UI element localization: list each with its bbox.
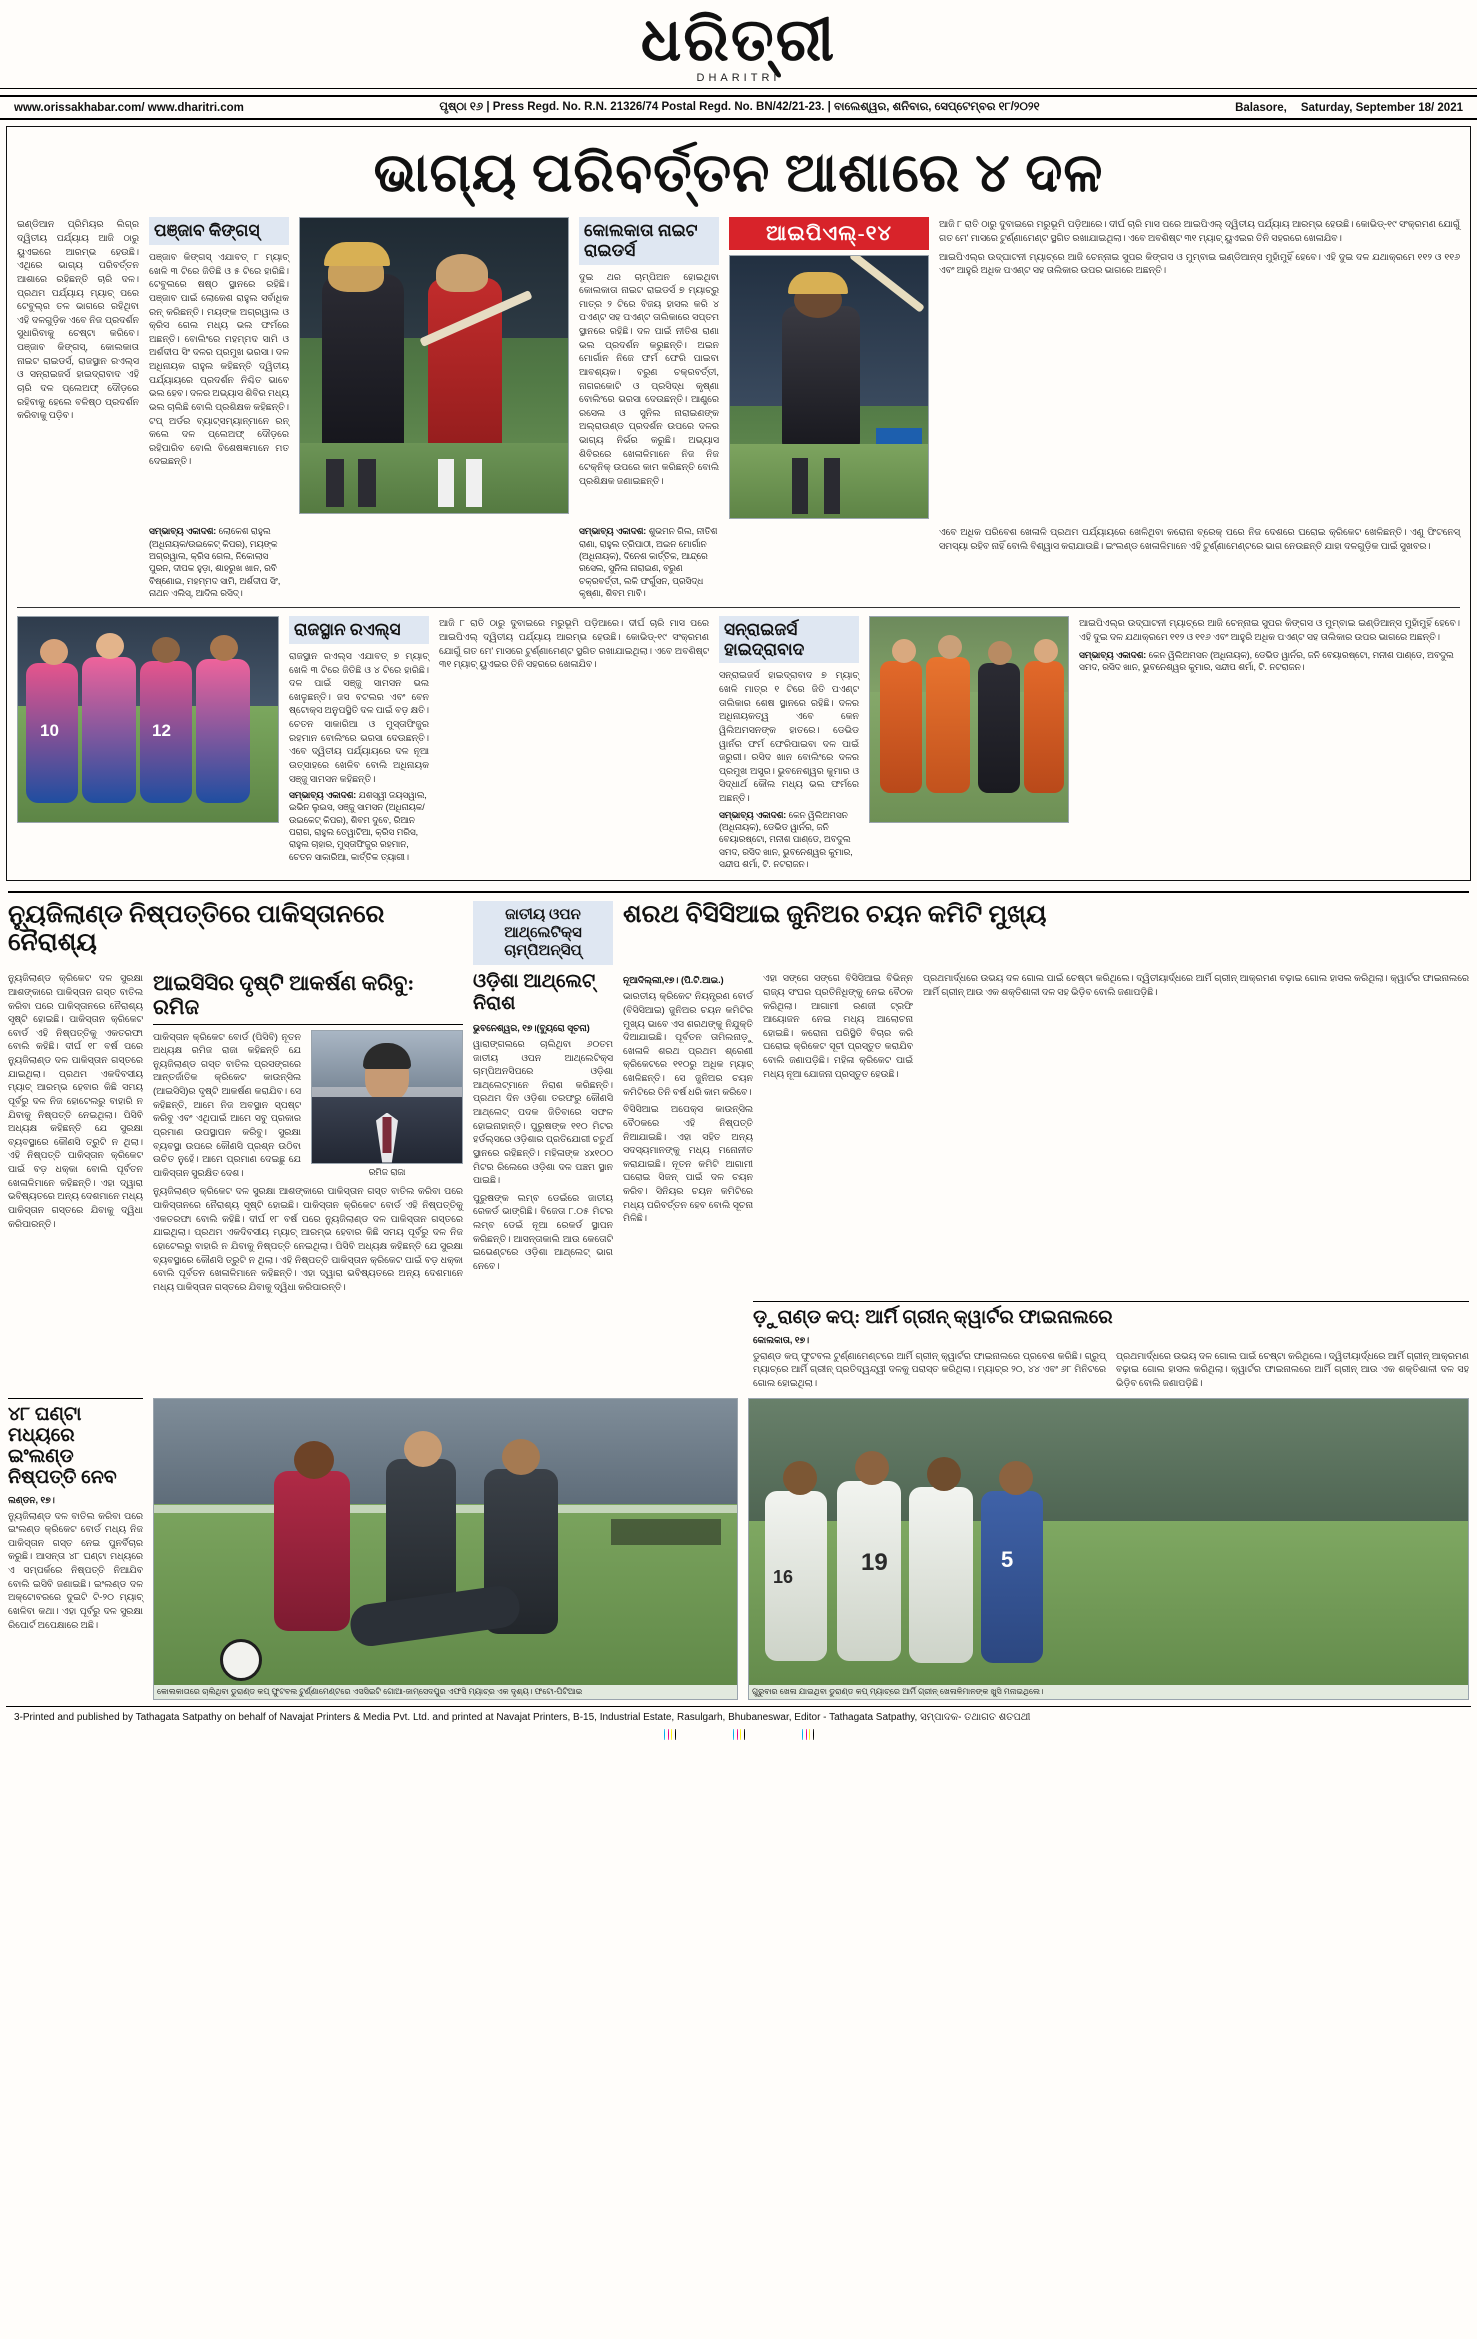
durand-text: ଡୁରାଣ୍ଡ କପ୍‌ ଫୁଟବଲ ଟୁର୍ଣ୍ଣାମେଣ୍ଟରେ ଆର୍ମି ଗ୍ରୀନ୍‌ କ୍ୱାର୍ଟର ଫାଇନାଲରେ ପ୍ରବେଶ କରିଛି। ଗ୍ରୁପ୍‌ ମ୍ୟାଚ୍‌ରେ ଆର୍ମି ଗ୍ରୀନ୍‌ ପ୍ରତିଦ୍ୱନ୍ଦ୍ୱୀ ଦଳକୁ ପରାସ୍ତ କରିଥିଲା। ମ୍ୟାଚ୍‌ର ୨୦, ୪୪ ଏବଂ ୬୮ ମିନିଟରେ ଗୋଲ ହୋଇଥିଲା। [753,1349,1106,1388]
rajasthan-roster-label: ସମ୍ଭାବ୍ୟ ଏକାଦଶ: [289,790,357,801]
lead-row2-midtext [439,616,709,870]
lead-row-1 [17,217,1460,519]
kolkata-roster-label: ସମ୍ଭାବ୍ୟ ଏକାଦଶ: [579,526,647,537]
athletics-col [473,971,613,1293]
footer-imprint: 3-Printed and published by Tathagata Satpathy on behalf of Navajat Printers & Media Pvt. Ltd. and printed at Navajat Printers, B-15, Industrial Estate, Rasulgarh, Bhubaneswar, Editor - Tathagata Satpathy, ସମ୍ପାଦକ- ତଥାଗତ ଶତପଥୀ [14,1711,1031,1723]
open-athletics-box [473,901,613,965]
kolkata-col [579,217,719,519]
rajasthan-text: ରାଜସ୍ଥାନ ରଏଲ୍ସ ଏଯାବତ୍‌ ୭ ମ୍ୟାଚ୍‌ ଖେଳି ୩ ଟିରେ ଜିତିଛି ଓ ୪ ଟିରେ ହାରିଛି। ଦଳ ପାଇଁ ସଞ୍ଜୁ ସାମସନ ଭଲ ଖେଳୁଛନ୍ତି। ଜସ ବଟଲର ଏବଂ ବେନ ଷ୍ଟୋକ୍ସ ଅନୁପସ୍ଥିତି ଦଳ ପାଇଁ ବଡ଼ କ୍ଷତି। ଚେତନ ସାକାରିଆ ଓ ମୁସ୍ତାଫିଜୁର ରହମାନ ବୋଲିଂରେ ଭରସା ଦେଉଛନ୍ତି। ଏବେ ଦ୍ୱିତୀୟ ପର୍ଯ୍ୟାୟରେ ଦଳ ନୂଆ ଉତ୍ସାହରେ ଖେଳିବ ବୋଲି ଅଧିନାୟକ ସଞ୍ଜୁ ସାମସନ କହିଛନ୍ତି। [289,649,429,784]
ramiz-photo-col [311,1030,463,1180]
sunrisers-col [719,616,859,870]
lead-row2-right [1079,616,1460,870]
masthead-website[interactable]: www.orissakhabar.com/ www.dharitri.com [14,101,244,114]
durand-headline: ଡ଼ୁରାଣ୍ଡ କପ୍‌: ଆର୍ମି ଗ୍ରୀନ୍‌ କ୍ୱାର୍ଟର ଫାଇନାଲରେ [753,1301,1469,1328]
lead-right-p3: ଏବେ ଅଧିକ ପରିବେଶ ଖେଳାଳି ପ୍ରଥମ ପର୍ଯ୍ୟାୟରେ ଖେଳିଥିବା କରୋନା ବ୍ରେକ୍‌ ପରେ ନିଜ ଦେଶରେ ଘରୋଇ କ୍ରିକେଟ ଖେଳିଛନ୍ତି। ଏଣୁ ଫିଟନେସ୍‌ ସମସ୍ୟା ରହିବ ନାହିଁ ବୋଲି ବିଶ୍ୱାସ କରାଯାଉଛି। ଇଂଲଣ୍ଡ ଖେଳାଳିମାନେ ଏହି ଟୁର୍ଣ୍ଣାମେଣ୍ଟରେ ଭାଗ ନେଉଛନ୍ତି ଯାହା ଦଳଗୁଡ଼ିକ ପାଇଁ ସୁଖବର। [939,526,1460,552]
ramiz-col [153,971,463,1293]
army-green-celebrate-photo: 19 16 5 ଗୁରୁବାର ଖେଳା ଯାଇଥିବା ଡୁରାଣ୍ଡ କପ୍‌ ମ୍ୟାଚ୍‌ରେ ଆର୍ମି ଗ୍ରୀନ୍‌ ଖେଳାଳିମାନଙ୍କ ଖୁସି ମନାଇଥିଲେ। [748,1398,1469,1700]
sunrisers-practice-photo [869,616,1069,823]
masthead-date: Saturday, September 18/ 2021 [1300,101,1463,114]
sunrisers-subhead: ସନ୍‌ରାଇଜର୍ସ ହାଇଦ୍ରାବାଦ [719,616,859,663]
ramiz-photo-caption: ରମିଜ ରାଜା [368,1166,406,1177]
lead-right-p3-wrap [939,525,1460,599]
nz-text: ନ୍ୟୁଜିଲାଣ୍ଡ କ୍ରିକେଟ ଦଳ ସୁରକ୍ଷା ଆଶଙ୍କାରେ ପାକିସ୍ତାନ ଗସ୍ତ ବାତିଲ କରିବା ପରେ ପାକିସ୍ତାନରେ ନୈରାଶ୍ୟ ସୃଷ୍ଟି ହୋଇଛି। ପାକିସ୍ତାନ କ୍ରିକେଟ ବୋର୍ଡ ଏହି ନିଷ୍ପତ୍ତିକୁ ଏକତରଫା ବୋଲି କହିଛି। ଦୀର୍ଘ ୧୮ ବର୍ଷ ପରେ ନ୍ୟୁଜିଲାଣ୍ଡ ଦଳ ପାକିସ୍ତାନ ଗସ୍ତରେ ଯାଇଥିଲା। ପ୍ରଥମ ଏକଦିବସୀୟ ମ୍ୟାଚ୍‌ ଆରମ୍ଭ ହେବାର କିଛି ସମୟ ପୂର୍ବରୁ ଦଳ ନିଜ ହୋଟେଲରୁ ବାହାରି ନ ଯିବାକୁ ନିଷ୍ପତ୍ତି ନେଇଥିଲା। ପିସିବି ଅଧ୍ୟକ୍ଷ କହିଛନ୍ତି ଯେ ସୁରକ୍ଷା ବ୍ୟବସ୍ଥାରେ କୌଣସି ତ୍ରୁଟି ନ ଥିଲା। ଏହି ନିଷ୍ପତ୍ତି ପାକିସ୍ତାନ କ୍ରିକେଟ ପାଇଁ ବଡ଼ ଧକ୍କା ବୋଲି ପୂର୍ବତନ ଖେଳାଳିମାନେ କହିଛନ୍ତି। ଏହା ଦ୍ୱାରା ଭବିଷ୍ୟତରେ ଅନ୍ୟ ଦେଶମାନେ ମଧ୍ୟ ପାକିସ୍ତାନ ଗସ୍ତରେ ଯିବାକୁ ଦ୍ୱିଧା କରିପାରନ୍ତି। [8,972,143,1229]
lead-row2-right-roster: କେନ ୱିଲିଅମସନ (ଅଧିନାୟକ), ଡେଭିଡ ୱାର୍ନର, ଜନି ବେୟାରଷ୍ଟୋ, ମନୀଶ ପାଣ୍ଡେ, ଅବଦୁଲ ସମଦ, ରସିଦ ଖାନ, ଭୁବନେଶ୍ୱର କୁମାର, ସନ୍ଦୀପ ଶର୍ମା, ଟି. ନଟରାଜନ। [1079,649,1454,672]
ramiz-headline: ଆଇସିସିର ଦୃଷ୍ଟି ଆକର୍ଷଣ କରିବୁ: ରମିଜ [153,971,463,1024]
punjab-subhead: ପଞ୍ଜାବ କିଙ୍ଗସ୍‌ [149,217,289,245]
punjab-roster-overflow [299,525,569,599]
band2-body [8,971,1469,1293]
athletics-headline: ଓଡ଼ିଶା ଆଥ୍‌ଲେଟ୍‌ ନିରାଶ [473,971,596,1015]
punjab-roster-names: ଲୋକେଶ ରାହୁଲ (ଅଧିନାୟକ/ଉଇକେଟ୍‌ କିପର), ମୟଙ୍କ ଅଗ୍ରୱାଲ, କ୍ରିସ ଗେଲ, ନିକୋଲାସ ପୁରନ, ଦୀପକ ହୁଡ଼ା, ଶାହରୁଖ ଖାନ, ରବି ବିଷ୍ଣୋଇ, ମହମ୍ମଦ ସାମି, ଅର୍ଶଦୀପ ସିଂ, ନାଥନ ଏଲିସ୍‌, ଆଦିଲ ରସିଦ୍‌। [149,526,281,599]
durand-right-text: ପ୍ରଥମାର୍ଦ୍ଧରେ ଉଭୟ ଦଳ ଗୋଲ ପାଇଁ ଚେଷ୍ଟା କରିଥିଲେ। ଦ୍ୱିତୀୟାର୍ଦ୍ଧରେ ଆର୍ମି ଗ୍ରୀନ୍‌ ଆକ୍ରମଣ ବଢ଼ାଇ ଗୋଲ ହାସଲ କରିଥିଲା। କ୍ୱାର୍ଟର ଫାଇନାଲରେ ଆର୍ମି ଗ୍ରୀନ୍‌ ଆଉ ଏକ ଶକ୍ତିଶାଳୀ ଦଳ ସହ ଭିଡ଼ିବ ବୋଲି ଜଣାପଡ଼ିଛି। [1116,1349,1469,1388]
sarath-col-2 [763,971,913,1293]
ramiz-text-col [153,1030,301,1180]
bottom-band [8,1398,1469,1700]
athletics-text: ୱାରାଙ୍ଗଲରେ ଚାଲିଥିବା ୬୦ତମ ଜାତୀୟ ଓପନ ଆଥ୍‌ଲେଟିକ୍ସ ଚାମ୍ପିଅନସିପରେ ଓଡ଼ିଶା ଆଥ୍‌ଲେଟ୍‌ମାନେ ନିରାଶ କରିଛନ୍ତି। ପ୍ରଥମ ଦିନ ଓଡ଼ିଶା ତରଫରୁ କୌଣସି ଆଥ୍‌ଲେଟ୍‌ ପଦକ ଜିତିବାରେ ସଫଳ ହୋଇନାହାନ୍ତି। ପୁରୁଷଙ୍କ ୧୧୦ ମିଟର ହର୍ଡଲ୍‌ସରେ ଓଡ଼ିଶାର ପ୍ରତିଯୋଗୀ ଚତୁର୍ଥ ସ୍ଥାନରେ ରହିଛନ୍ତି। ମହିଳାଙ୍କ ୪x୧୦୦ ମିଟର ରିଲେରେ ଓଡ଼ିଶା ଦଳ ପଞ୍ଚମ ସ୍ଥାନ ପାଇଛି। [473,1037,613,1186]
eng48-headline: ୪୮ ଘଣ୍ଟା ମଧ୍ୟରେ ଇଂଲଣ୍ଡ ନିଷ୍ପତ୍ତି ନେବ [8,1398,143,1489]
rajasthan-roster-names: ଯଶସ୍ୱୀ ଜୟସୱାଲ, ଇଭିନ ଲୁଇସ, ସଞ୍ଜୁ ସାମସନ (ଅଧିନାୟକ/ଉଇକେଟ୍‌ କିପର), ଶିବମ ଦୁବେ, ରିଆନ ପରାଗ, ରାହୁଲ ତେୱାଟିଆ, କ୍ରିସ ମରିସ, ରାହୁଲ ଚାହାର, ମୁସ୍ତାଫିଜୁର ରହମାନ, ଚେତନ ସାକାରିଆ, କାର୍ତ୍ତିକ ତ୍ୟାଗୀ। [289,790,427,862]
eng48-dateline: ଲଣ୍ଡନ, ୧୭। [8,1494,55,1505]
athletics-dateline: ଭୁବନେଶ୍ୱର, ୧୭।(ବ୍ୟୁରୋ ସୂଚନା) [473,1022,590,1033]
durand-photo-caption: କୋଲକାତାରେ ଚାଲିଥିବା ଡୁରାଣ୍ଡ କପ୍‌ ଫୁଟବଲ ଟୁର୍ଣ୍ଣାମେଣ୍ଟରେ ଏସସିଇଟି ଗୋଆ-ଜାମ୍ସେଦପୁର ଏଫସି ମ୍ୟାଚ୍‌ର ଏକ ଦୃଶ୍ୟ। ଫଟୋ-ପିଟିଆଇ [154,1685,737,1699]
rr-photo-col [17,616,279,870]
nz-headline: ନ୍ୟୁଜିଲାଣ୍ଡ ନିଷ୍ପତ୍ତିରେ ପାକିସ୍ତାନରେ ନୈରାଶ୍ୟ [8,901,385,957]
lead-row2-right-roster-label: ସମ୍ଭାବ୍ୟ ଏକାଦଶ: [1079,649,1147,660]
punjab-col [149,217,289,519]
lead-headline: ଭାଗ୍ୟ ପରିବର୍ତ୍ତନ ଆଶାରେ ୪ ଦଳ [373,143,1104,203]
cmyk-registration-marks [0,1725,1477,1748]
army-photo-col [748,1398,1469,1700]
punjab-roster-label: ସମ୍ଭାବ୍ୟ ଏକାଦଶ: [149,526,217,537]
kolkata-text: ଦୁଇ ଥର ଚାମ୍ପିଅନ ହୋଇଥିବା କୋଲକାତା ନାଇଟ ରାଇଡର୍ସ ୭ ମ୍ୟାଚ୍‌ରୁ ମାତ୍ର ୨ ଟିରେ ବିଜୟ ହାସଲ କରି ୪ ପଏଣ୍ଟ ସହ ପଏଣ୍ଟ ତାଲିକାରେ ସପ୍ତମ ସ୍ଥାନରେ ରହିଛି। ଦଳ ପାଇଁ ନୀତିଶ ରାଣା ଭଲ ପ୍ରଦର୍ଶନ କରୁଛନ୍ତି। ଅଇନ ମୋର୍ଗାନ ନିଜେ ଫର୍ମ ଫେରି ପାଇବା ଆବଶ୍ୟକ। ବରୁଣ ଚକ୍ରବର୍ତ୍ତୀ, ନାଗରକୋଟି ଓ ପ୍ରସିଦ୍ଧ କୃଷ୍ଣା ବୋଲିଂରେ ଭରସା ଦେଉଛନ୍ତି। ଆଣ୍ଡ୍ରେ ରସେଲ ଓ ସୁନିଲ ନାରାଇଣଙ୍କ ଅଲ୍‌ରାଉଣ୍ଡ ପ୍ରଦର୍ଶନ ଉପରେ ଦଳର ଭାଗ୍ୟ ନିର୍ଭର କରୁଛି। ଅଭ୍ୟାସ ଶିବିରରେ ଖେଳାଳିମାନେ ନିଜ ନିଜ ଟେକ୍‌ନିକ୍‌ ଉପରେ କାମ କରିଛନ୍ତି ବୋଲି ପ୍ରଶିକ୍ଷକ ଜଣାଇଛନ୍ତି। [579,270,719,486]
andre-russell-photo [729,255,929,519]
band2 [8,891,1469,1389]
badge-photo-col [729,217,929,519]
nz-col [8,971,143,1293]
army-photo-caption: ଗୁରୁବାର ଖେଳା ଯାଇଥିବା ଡୁରାଣ୍ଡ କପ୍‌ ମ୍ୟାଚ୍‌ରେ ଆର୍ମି ଗ୍ରୀନ୍‌ ଖେଳାଳିମାନଙ୍କ ଖୁସି ମନାଇଥିଲେ। [749,1685,1468,1699]
masthead-place: Balasore, [1235,101,1287,114]
kkr-vs-punjab-photo [299,217,569,514]
masthead-logo: ଧରିତ୍ରୀ [640,7,837,73]
durand-dateline: କୋଲକାତା, ୧୭। [753,1334,810,1345]
durand-text-col-2 [1116,1349,1469,1390]
nz-head-wrap [8,901,463,965]
sunrisers-text: ସନ୍‌ରାଇଜର୍ସ ହାଇଦ୍ରାବାଦ ୭ ମ୍ୟାଚ୍‌ ଖେଳି ମାତ୍ର ୧ ଟିରେ ଜିତି ପଏଣ୍ଟ ତାଲିକାର ଶେଷ ସ୍ଥାନରେ ରହିଛି। ଦଳର ଅଧିନାୟକତ୍ୱ ଏବେ କେନ ୱିଲିଅମସନଙ୍କ ହାତରେ। ଡେଭିଡ ୱାର୍ନର ଫର୍ମ ଫେରିପାଇବା ଦଳ ପାଇଁ ଜରୁରୀ। ରସିଦ ଖାନ ବୋଲିଂରେ ଦଳର ପ୍ରମୁଖ ଅସ୍ତ୍ର। ଭୁବନେଶ୍ୱର କୁମାର ଓ ସିଦ୍ଧାର୍ଥ କୌଲ ମଧ୍ୟ ଭଲ ଫର୍ମରେ ଅଛନ୍ତି। [719,669,859,804]
sunrisers-roster-names: କେନ ୱିଲିଅମସନ (ଅଧିନାୟକ), ଡେଭିଡ ୱାର୍ନର, ଜନି ବେୟାରଷ୍ଟୋ, ମନୀଶ ପାଣ୍ଡେ, ଅବଦୁଲ ସମଦ, ରସିଦ ଖାନ, ଭୁବନେଶ୍ୱର କୁମାର, ସନ୍ଦୀପ ଶର୍ମା, ଟି. ନଟରାଜନ। [719,809,853,869]
durand-text-col-1 [753,1349,1106,1390]
photo-col-1 [299,217,569,519]
ramiz-text: ପାକିସ୍ତାନ କ୍ରିକେଟ ବୋର୍ଡ (ପିସିବି) ନୂତନ ଅଧ୍ୟକ୍ଷ ରମିଜ ରାଜା କହିଛନ୍ତି ଯେ ନ୍ୟୁଜିଲାଣ୍ଡ ଗସ୍ତ ବାତିଲ ପ୍ରସଙ୍ଗରେ ଆନ୍ତର୍ଜାତିକ କ୍ରିକେଟ କାଉନ୍ସିଲ (ଆଇସିସି)ର ଦୃଷ୍ଟି ଆକର୍ଷଣ କରାଯିବ। ସେ କହିଛନ୍ତି, ଆମେ ନିଜ ଅବସ୍ଥାନ ସ୍ପଷ୍ଟ କରିବୁ ଏବଂ ଏଥିପାଇଁ ଆମେ ସବୁ ପ୍ରକାର ପ୍ରମାଣ ଉପସ୍ଥାପନ କରିବୁ। ସୁରକ୍ଷା ବ୍ୟବସ୍ଥା ଉପରେ କୌଣସି ପ୍ରଶ୍ନ ଉଠିବା ଉଚିତ ନୁହେଁ। ଆମେ ପ୍ରମାଣ ଦେଇଛୁ ଯେ ପାକିସ୍ତାନ ସୁରକ୍ଷିତ ଦେଶ। [153,1030,301,1178]
kolkata-roster-names: ଶୁଭମନ ଗିଲ, ନୀତିଶ ରାଣା, ରାହୁଲ ତ୍ରିପାଠୀ, ଅଇନ ମୋର୍ଗାନ (ଅଧିନାୟକ), ଦିନେଶ କାର୍ତ୍ତିକ, ଆନ୍ଦ୍ରେ ରସେଲ, ସୁନିଲ ନାରାଇଣ, ବରୁଣ ଚକ୍ରବର୍ତ୍ତୀ, ଲକି ଫର୍ଗୁସନ, ପ୍ରସିଦ୍ଧ କୃଷ୍ଣା, ଶିବମ ମାବି। [579,526,718,599]
eng48-text: ନ୍ୟୁଜିଲାଣ୍ଡ ଦଳ ବାତିଲ କରିବା ପରେ ଇଂଲଣ୍ଡ କ୍ରିକେଟ ବୋର୍ଡ ମଧ୍ୟ ନିଜ ପାକିସ୍ତାନ ଗସ୍ତ ନେଇ ପୁନର୍ବିଚାର କରୁଛି। ଆସନ୍ତା ୪୮ ଘଣ୍ଟା ମଧ୍ୟରେ ଏ ସମ୍ପର୍କରେ ନିଷ୍ପତ୍ତି ନିଆଯିବ ବୋଲି ଇସିବି ଜଣାଇଛି। ଇଂଲଣ୍ଡ ଦଳ ଅକ୍ଟୋବରରେ ଦୁଇଟି ଟି-୨୦ ମ୍ୟାଚ୍‌ ଖେଳିବା କଥା। ଏହା ପୂର୍ବରୁ ଦଳ ସୁରକ୍ଷା ରିପୋର୍ଟ ଅପେକ୍ଷାରେ ଅଛି। [8,1509,143,1630]
lead-roster-row [17,525,1460,599]
athletics-boxhead: ଜାତୀୟ ଓପନ ଆଥ୍‌ଲେଟିକ୍ସ ଚାମ୍ପିଅନ୍‌ସିପ୍‌ [473,901,613,965]
ipl-badge: ଆଇପିଏଲ୍‌-୧୪ [729,217,929,250]
eng48-col [8,1398,143,1700]
page-footer [6,1706,1471,1725]
sarath-text2: ବିସିସିଆଇ ଅପେକ୍ସ କାଉନ୍ସିଲ ବୈଠକରେ ଏହି ନିଷ୍ପତ୍ତି ନିଆଯାଇଛି। ଏହା ସହିତ ଅନ୍ୟ ସଦସ୍ୟମାନଙ୍କୁ ମଧ୍ୟ ମନୋନୀତ କରାଯାଇଛି। ନୂତନ କମିଟି ଆଗାମୀ ଘରୋଇ ସିଜନ୍‌ ପାଇଁ ଦଳ ଚୟନ କରିବ। ସିନିୟର ଚୟନ କମିଟିରେ ମଧ୍ୟ ପରିବର୍ତ୍ତନ ହେବ ବୋଲି ସୂଚନା ମିଳିଛି। [623,1103,753,1224]
sarath-dateline: ନୂଆଦିଲ୍ଲୀ,୧୭। (ପି.ଟି.ଆଇ.) [623,975,724,986]
ramiz-raja-photo [311,1030,463,1164]
masthead-registration: ପୃଷ୍ଠା ୧୬ | Press Regd. No. R.N. 21326/74 Postal Regd. No. BN/42/21-23. | ବାଲେଶ୍ୱର, ଶନିବାର, ସେପ୍ଟେମ୍ବର ୧୮/୨୦୨୧ [439,101,1040,113]
punjab-text: ପଞ୍ଜାବ କିଙ୍ଗସ୍‌ ଏଯାବତ୍‌ ୮ ମ୍ୟାଚ୍‌ ଖେଳି ୩ ଟିରେ ଜିତିଛି ଓ ୫ ଟିରେ ହାରିଛି। ଟେବୁଲରେ ଷଷ୍ଠ ସ୍ଥାନରେ ରହିଛି। ପଞ୍ଜାବ ପାଇଁ ଲୋକେଶ ରାହୁଲ ସର୍ବାଧିକ ରନ୍‌ କରିଛନ୍ତି। ମୟଙ୍କ ଅଗ୍ରୱାଲ ଓ କ୍ରିସ ଗେଲ ମଧ୍ୟ ଭଲ ଫର୍ମରେ ଅଛନ୍ତି। ବୋଲିଂରେ ମହମ୍ମଦ ସାମି ଓ ଅର୍ଶଦୀପ ସିଂ ଦଳର ପ୍ରମୁଖ ଭରସା। ଦଳ ଅଧିନାୟକ ରାହୁଲ କହିଛନ୍ତି ଦ୍ୱିତୀୟ ପର୍ଯ୍ୟାୟରେ ପ୍ରଦର୍ଶନ ନିଶ୍ଚିତ ଭାବେ ଭଲ ହେବ। ଦଳର ଅଭ୍ୟାସ ଶିବିର ମଧ୍ୟ ଭଲ ଚାଲିଛି ବୋଲି ପ୍ରଶିକ୍ଷକ କହିଛନ୍ତି। ଟପ୍‌ ଅର୍ଡର ବ୍ୟାଟ୍‌ସମ୍ୟାନ୍‌ମାନେ ରନ୍‌ କଲେ ଦଳ ପ୍ଲେଅଫ୍‌ ଦୌଡ଼ରେ ରହିପାରିବ ବୋଲି ବିଶେଷଜ୍ଞମାନେ ମତ ଦେଇଛନ୍ତି। [149,251,289,467]
rajasthan-subhead: ରାଜସ୍ଥାନ ରଏଲ୍ସ [289,616,429,644]
rajasthan-col [289,616,429,870]
lead-story-frame [6,126,1471,881]
srh-photo-col [869,616,1069,870]
punjab-roster [149,525,289,599]
durand-cup-action-photo [153,1398,738,1700]
durand-pre-text: ପ୍ରଥମାର୍ଦ୍ଧରେ ଉଭୟ ଦଳ ଗୋଲ ପାଇଁ ଚେଷ୍ଟା କରିଥିଲେ। ଦ୍ୱିତୀୟାର୍ଦ୍ଧରେ ଆର୍ମି ଗ୍ରୀନ୍‌ ଆକ୍ରମଣ ବଢ଼ାଇ ଗୋଲ ହାସଲ କରିଥିଲା। କ୍ୱାର୍ଟର ଫାଇନାଲରେ ଆର୍ମି ଗ୍ରୀନ୍‌ ଆଉ ଏକ ଶକ୍ତିଶାଳୀ ଦଳ ସହ ଭିଡ଼ିବ ବୋଲି ଜଣାପଡ଼ିଛି। [923,972,1469,997]
lead-intro-col [17,217,139,519]
sarath-head-wrap [623,901,1469,965]
durand-col [923,971,1469,1293]
masthead-logo-roman: DHARITRI [696,72,781,84]
ramiz-text-cont: ନ୍ୟୁଜିଲାଣ୍ଡ କ୍ରିକେଟ ଦଳ ସୁରକ୍ଷା ଆଶଙ୍କାରେ ପାକିସ୍ତାନ ଗସ୍ତ ବାତିଲ କରିବା ପରେ ପାକିସ୍ତାନରେ ନୈରାଶ୍ୟ ସୃଷ୍ଟି ହୋଇଛି। ପାକିସ୍ତାନ କ୍ରିକେଟ ବୋର୍ଡ ଏହି ନିଷ୍ପତ୍ତିକୁ ଏକତରଫା ବୋଲି କହିଛି। ଦୀର୍ଘ ୧୮ ବର୍ଷ ପରେ ନ୍ୟୁଜିଲାଣ୍ଡ ଦଳ ପାକିସ୍ତାନ ଗସ୍ତରେ ଯାଇଥିଲା। ପ୍ରଥମ ଏକଦିବସୀୟ ମ୍ୟାଚ୍‌ ଆରମ୍ଭ ହେବାର କିଛି ସମୟ ପୂର୍ବରୁ ଦଳ ନିଜ ହୋଟେଲରୁ ବାହାରି ନ ଯିବାକୁ ନିଷ୍ପତ୍ତି ନେଇଥିଲା। ପିସିବି ଅଧ୍ୟକ୍ଷ କହିଛନ୍ତି ଯେ ସୁରକ୍ଷା ବ୍ୟବସ୍ଥାରେ କୌଣସି ତ୍ରୁଟି ନ ଥିଲା। ଏହି ନିଷ୍ପତ୍ତି ପାକିସ୍ତାନ କ୍ରିକେଟ ପାଇଁ ବଡ଼ ଧକ୍କା ବୋଲି ପୂର୍ବତନ ଖେଳାଳିମାନେ କହିଛନ୍ତି। ଏହା ଦ୍ୱାରା ଭବିଷ୍ୟତରେ ଅନ୍ୟ ଦେଶମାନେ ମଧ୍ୟ ପାକିସ୍ତାନ ଗସ୍ତରେ ଯିବାକୁ ଦ୍ୱିଧା କରିପାରନ୍ତି। [153,1185,463,1292]
lead-right-p1: ଆଜି ୮ ରାତି ଠାରୁ ଦୁବାଇରେ ମରୁଭୂମି ପଡ଼ିଆରେ। ଦୀର୍ଘ ଚାରି ମାସ ପରେ ଆଇପିଏଲ୍‌ ଦ୍ୱିତୀୟ ପର୍ଯ୍ୟାୟ ଆରମ୍ଭ ହେଉଛି। କୋଭିଡ୍‌-୧୯ ସଂକ୍ରମଣ ଯୋଗୁଁ ଗତ ମେ' ମାସରେ ଟୁର୍ଣ୍ଣାମେଣ୍ଟ ସ୍ଥଗିତ ରଖାଯାଇଥିଲା। ଏବେ ଅବଶିଷ୍ଟ ୩୧ ମ୍ୟାଚ୍‌ ୟୁଏଇର ତିନି ସହରରେ ଖେଳାଯିବ। [939,218,1460,244]
kolkata-roster [579,525,719,599]
lead-right-p2: ଆଇପିଏଲ୍‌ର ଉଦ୍‌ଘାଟନୀ ମ୍ୟାଚ୍‌ରେ ଆଜି ଚେନ୍ନାଇ ସୁପର କିଙ୍ଗସ ଓ ମୁମ୍ବାଇ ଇଣ୍ଡିଆନ୍ସ ମୁହାଁମୁହିଁ ହେବେ। ଏହି ଦୁଇ ଦଳ ଯଥାକ୍ରମେ ୧୧୨ ଓ ୧୧୬ ଏବଂ ଆହୁରି ଅଧିକ ପଏଣ୍ଟ ସହ ତାଲିକାର ଉପର ଭାଗରେ ଅଛନ୍ତି। [939,250,1460,276]
sarath-text: ଭାରତୀୟ କ୍ରିକେଟ ନିୟନ୍ତ୍ରଣ ବୋର୍ଡ (ବିସିସିଆଇ) ଜୁନିଅର ଚୟନ କମିଟିର ମୁଖ୍ୟ ଭାବେ ଏସ ଶରଥଙ୍କୁ ନିଯୁକ୍ତି ଦିଆଯାଇଛି। ପୂର୍ବତନ ତାମିଲନାଡ଼ୁ ଖେଳାଳି ଶରଥ ପ୍ରଥମ ଶ୍ରେଣୀ କ୍ରିକେଟରେ ୧୧୦ରୁ ଅଧିକ ମ୍ୟାଚ୍‌ ଖେଳିଛନ୍ତି। ସେ ଜୁନିଅର ଚୟନ କମିଟିରେ ତିନି ବର୍ଷ ଧରି କାମ କରିବେ। [623,990,753,1097]
kolkata-subhead: କୋଲକାତା ନାଇଟ ରାଇଡର୍ସ [579,217,719,264]
sarath-headline: ଶରଥ ବିସିସିଆଇ ଜୁନିଅର ଚୟନ କମିଟି ମୁଖ୍ୟ [623,901,1047,929]
lead-row-2 [17,616,1460,870]
sunrisers-roster-label: ସମ୍ଭାବ୍ୟ ଏକାଦଶ: [719,809,787,820]
sarath-right-text: ଏହା ସଙ୍ଗେ ସଙ୍ଗେ ବିସିସିଆଇ ବିଭିନ୍ନ ରାଜ୍ୟ ସଂଘର ପ୍ରତିନିଧିଙ୍କୁ ନେଇ ବୈଠକ କରିଥିଲା। ଆଗାମୀ ରଣଜୀ ଟ୍ରଫି ଆୟୋଜନ ନେଇ ମଧ୍ୟ ଆଲୋଚନା ହୋଇଛି। କରୋନା ପରିସ୍ଥିତି ବିଚାର କରି ଘରୋଇ କ୍ରିକେଟ ସୂଚୀ ପ୍ରସ୍ତୁତ କରାଯିବ ବୋଲି ଜଣାପଡ଼ିଛି। ମହିଳା କ୍ରିକେଟ ପାଇଁ ମଧ୍ୟ ନୂଆ ଯୋଜନା ପ୍ରସ୍ତୁତ ହେଉଛି। [763,972,913,1079]
masthead [0,0,1477,89]
lead-right-col [939,217,1460,519]
lead-row2-right-body: ଆଇପିଏଲ୍‌ର ଉଦ୍‌ଘାଟନୀ ମ୍ୟାଚ୍‌ରେ ଆଜି ଚେନ୍ନାଇ ସୁପର କିଙ୍ଗସ ଓ ମୁମ୍ବାଇ ଇଣ୍ଡିଆନ୍ସ ମୁହାଁମୁହିଁ ହେବେ। ଏହି ଦୁଇ ଦଳ ଯଥାକ୍ରମେ ୧୧୨ ଓ ୧୧୬ ଏବଂ ଆହୁରି ଅଧିକ ପଏଣ୍ଟ ସହ ତାଲିକାର ଉପର ଭାଗରେ ଅଛନ୍ତି। [1079,617,1460,642]
durand-photo-col [153,1398,738,1700]
athletics-text2: ପୁରୁଷଙ୍କ ଲମ୍ବ ଡେଇଁରେ ଜାତୀୟ ରେକର୍ଡ ଭାଙ୍ଗିଛି। ବିଜେତା ୮.୦୫ ମିଟର ଲମ୍ବ ଡେଇଁ ନୂଆ ରେକର୍ଡ ସ୍ଥାପନ କରିଛନ୍ତି। ଆସନ୍ତାକାଲି ଆଉ କେତୋଟି ଇଭେଣ୍ଟରେ ଓଡ଼ିଶା ଆଥ୍‌ଲେଟ୍‌ ଭାଗ ନେବେ। [473,1191,613,1271]
lead-intro-text: ଇଣ୍ଡିଆନ ପ୍ରିମିୟର ଲିଗ୍‌ର ଦ୍ୱିତୀୟ ପର୍ଯ୍ୟାୟ ଆଜି ଠାରୁ ୟୁଏଇରେ ଆରମ୍ଭ ହେଉଛି। ଏଥିରେ ଭାଗ୍ୟ ପରିବର୍ତ୍ତନ ଆଶାରେ ରହିଛନ୍ତି ଚାରି ଦଳ। ପ୍ରଥମ ପର୍ଯ୍ୟାୟ ମ୍ୟାଚ୍‌ ପରେ ଟେବୁଲ୍‌ର ତଳ ଭାଗରେ ରହିଥିବା ଏହି ଦଳଗୁଡ଼ିକ ଏବେ ନିଜ ପ୍ରଦର୍ଶନ ସୁଧାରିବାକୁ ଚେଷ୍ଟା କରିବେ। ପଞ୍ଜାବ କିଙ୍ଗସ୍‌, କୋଲକାତା ନାଇଟ ରାଇଡର୍ସ, ରାଜସ୍ଥାନ ରଏଲ୍ସ ଓ ସନ୍‌ରାଇଜର୍ସ ହାଇଦ୍ରାବାଦ ଏହି ଚାରି ଦଳ ପ୍ଲେଅଫ୍‌ ଦୌଡ଼ରେ ରହିବାକୁ ହେଲେ ବଳିଷ୍ଠ ପ୍ରଦର୍ଶନ କରିବାକୁ ପଡ଼ିବ। [17,218,139,421]
durand-head-row [8,1301,1469,1389]
sarath-col-1 [623,971,753,1293]
band2-heads [8,901,1469,965]
lead-row2-midtext-body: ଆଜି ୮ ରାତି ଠାରୁ ଦୁବାଇରେ ମରୁଭୂମି ପଡ଼ିଆରେ। ଦୀର୍ଘ ଚାରି ମାସ ପରେ ଆଇପିଏଲ୍‌ ଦ୍ୱିତୀୟ ପର୍ଯ୍ୟାୟ ଆରମ୍ଭ ହେଉଛି। କୋଭିଡ୍‌-୧୯ ସଂକ୍ରମଣ ଯୋଗୁଁ ଗତ ମେ' ମାସରେ ଟୁର୍ଣ୍ଣାମେଣ୍ଟ ସ୍ଥଗିତ ରଖାଯାଇଥିଲା। ଏବେ ଅବଶିଷ୍ଟ ୩୧ ମ୍ୟାଚ୍‌ ୟୁଏଇର ତିନି ସହରରେ ଖେଳାଯିବ। [439,617,709,670]
rajasthan-royals-photo: 10 12 [17,616,279,823]
masthead-infobar [0,95,1477,120]
